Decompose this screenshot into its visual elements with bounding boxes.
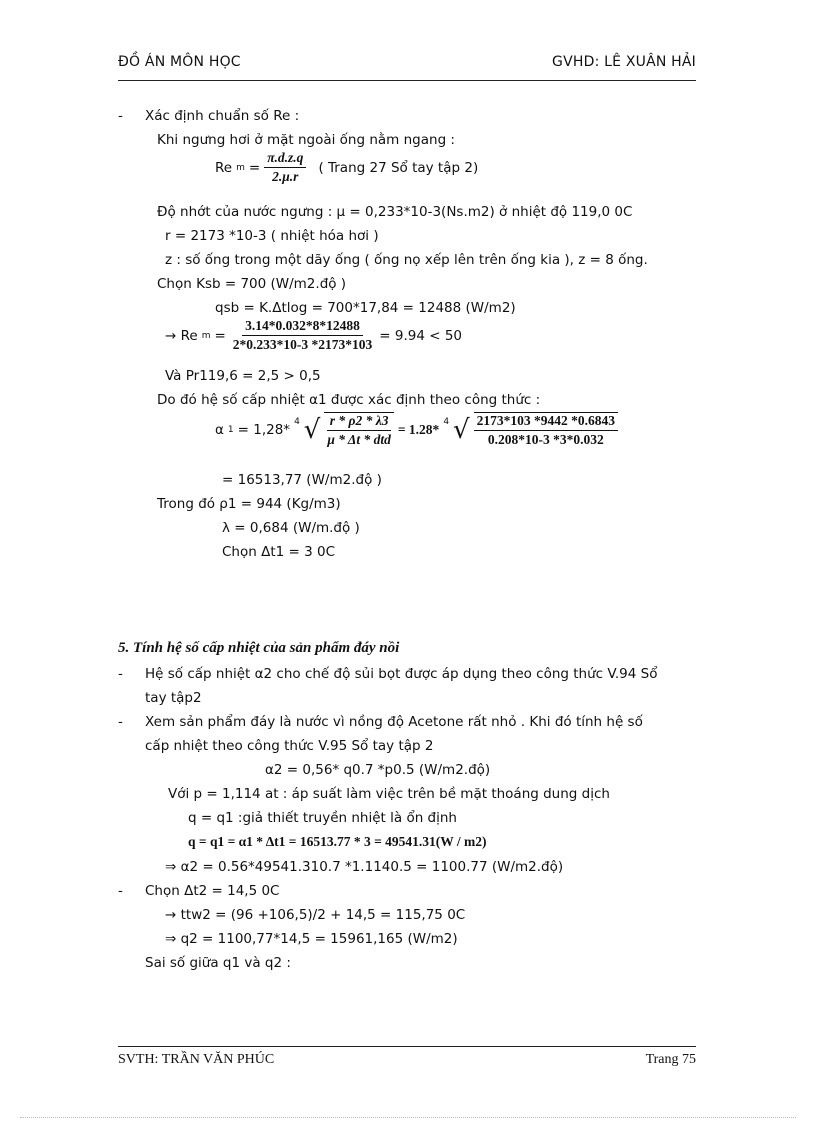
re-calc-numerator: 3.14*0.032*8*12488 — [242, 318, 363, 336]
alpha1-num-numeric: 2173*103 *9442 *0.6843 — [474, 413, 618, 431]
line-delta-t1: Chọn Δt1 = 3 0C — [222, 544, 335, 560]
section-5-heading: 5. Tính hệ số cấp nhiệt của sản phẩm đáy nồi — [118, 640, 400, 656]
page-header — [118, 54, 696, 76]
header-left: ĐỒ ÁN MÔN HỌC — [118, 54, 241, 70]
line-re-intro: Xác định chuẩn số Re : — [145, 108, 300, 124]
re-formula: Re m = $\frac{\pi.d.z.q}{2.\mu.r}$ ( Trang 27 Sổ tay tập 2) — [215, 150, 479, 184]
line-tube-count: z : số ống trong một dãy ống ( ống nọ xếp lên trên ống kia ), z = 8 ống. — [165, 252, 648, 268]
header-right: GVHD: LÊ XUÂN HẢI — [552, 54, 696, 70]
re-calc-denominator: 2*0.233*10-3 *2173*103 — [232, 337, 373, 352]
re-reference: ( Trang 27 Sổ tay tập 2) — [318, 159, 479, 176]
bullet: - — [118, 666, 123, 682]
line-viscosity: Độ nhớt của nước ngưng : μ = 0,233*10-3(Ns.m2) ở nhiệt độ 119,0 0C — [157, 204, 633, 220]
alpha1-formula: α 1 = 1,28* 4 √ $\frac{r * \rho 2 * \lambda 3}{\text{μ * Δt * dtd}}$ = 1.28* 4 √ $\frac{2173*103 *9442 *0.6843}{0.208*10-3 *3*0.032}$ — [215, 412, 618, 448]
line-delta-t2: Chọn Δt2 = 14,5 0C — [145, 883, 280, 899]
alpha1-den-numeric: 0.208*10-3 *3*0.032 — [487, 432, 604, 447]
line-condensation: Khi ngưng hơi ở mặt ngoài ống nằm ngang : — [157, 132, 455, 148]
re-calc-fraction — [230, 318, 376, 353]
bullet: - — [118, 883, 123, 899]
alpha1-num-symbolic: r * ρ2 * λ3 — [327, 413, 392, 431]
re-numerator: π.d.z.q — [264, 150, 306, 168]
line-q-calc: q = q1 = α1 * Δt1 = 16513.77 * 3 = 49541.31(W / m2) — [188, 834, 487, 849]
re-lhs: Re — [215, 159, 233, 176]
line-alpha2-intro-cont: tay tập2 — [145, 690, 202, 706]
line-ttw2: → ttw2 = (96 +106,5)/2 + 14,5 = 115,75 0C — [165, 907, 466, 923]
line-alpha2-formula: α2 = 0,56* q0.7 *p0.5 (W/m2.độ) — [265, 762, 491, 778]
line-alpha1-result: = 16513,77 (W/m2.độ ) — [222, 472, 382, 488]
line-latent-heat: r = 2173 *10-3 ( nhiệt hóa hơi ) — [165, 228, 379, 244]
line-qsb: qsb = K.Δtlog = 700*17,84 = 12488 (W/m2) — [215, 300, 516, 316]
header-rule — [118, 80, 696, 81]
bullet: - — [118, 714, 123, 730]
line-ksb: Chọn Ksb = 700 (W/m2.độ ) — [157, 276, 347, 292]
line-pressure: Với p = 1,114 at : áp suất làm việc trên bề mặt thoáng dung dịch — [168, 786, 610, 802]
alpha1-fraction-symbolic — [324, 412, 393, 448]
line-q-assumption: q = q1 :giả thiết truyền nhiệt là ổn định — [188, 810, 457, 826]
re-denominator: 2.μ.r — [272, 169, 299, 184]
page-footer — [118, 1052, 696, 1074]
line-q2: ⇒ q2 = 1100,77*14,5 = 15961,165 (W/m2) — [165, 931, 458, 947]
line-alpha2-calc: ⇒ α2 = 0.56*49541.310.7 *1.1140.5 = 1100.77 (W/m2.độ) — [165, 859, 564, 875]
line-alpha2-intro: Hệ số cấp nhiệt α2 cho chế độ sủi bọt được áp dụng theo công thức V.94 Sổ — [145, 666, 658, 682]
line-bottom-product-cont: cấp nhiệt theo công thức V.95 Sổ tay tập 2 — [145, 738, 434, 754]
re-calculation: → Re m = $\frac{3.14*0.032*8*12488}{2*0.233*10-3 *2173*103}$ = 9.94 < 50 — [165, 318, 463, 352]
line-bottom-product: Xem sản phẩm đáy là nước vì nồng độ Acetone rất nhỏ . Khi đó tính hệ số — [145, 714, 643, 730]
line-lambda: λ = 0,684 (W/m.độ ) — [222, 520, 360, 536]
line-error: Sai số giữa q1 và q2 : — [145, 955, 291, 971]
footer-left: SVTH: TRẦN VĂN PHÚC — [118, 1052, 275, 1067]
bullet: - — [118, 108, 123, 124]
line-alpha1-intro: Do đó hệ số cấp nhiệt α1 được xác định theo công thức : — [157, 392, 541, 408]
line-prandtl: Và Pr119,6 = 2,5 > 0,5 — [165, 368, 321, 384]
line-density: Trong đó ρ1 = 944 (Kg/m3) — [157, 496, 341, 512]
page-edge — [20, 1117, 796, 1118]
re-calc-result: = 9.94 < 50 — [379, 327, 463, 344]
footer-rule — [118, 1046, 696, 1047]
re-fraction — [264, 150, 306, 185]
alpha1-den-symbolic: μ * Δt * dtd — [327, 432, 391, 447]
footer-page-number: Trang 75 — [645, 1052, 696, 1067]
alpha1-fraction-numeric — [474, 412, 618, 448]
